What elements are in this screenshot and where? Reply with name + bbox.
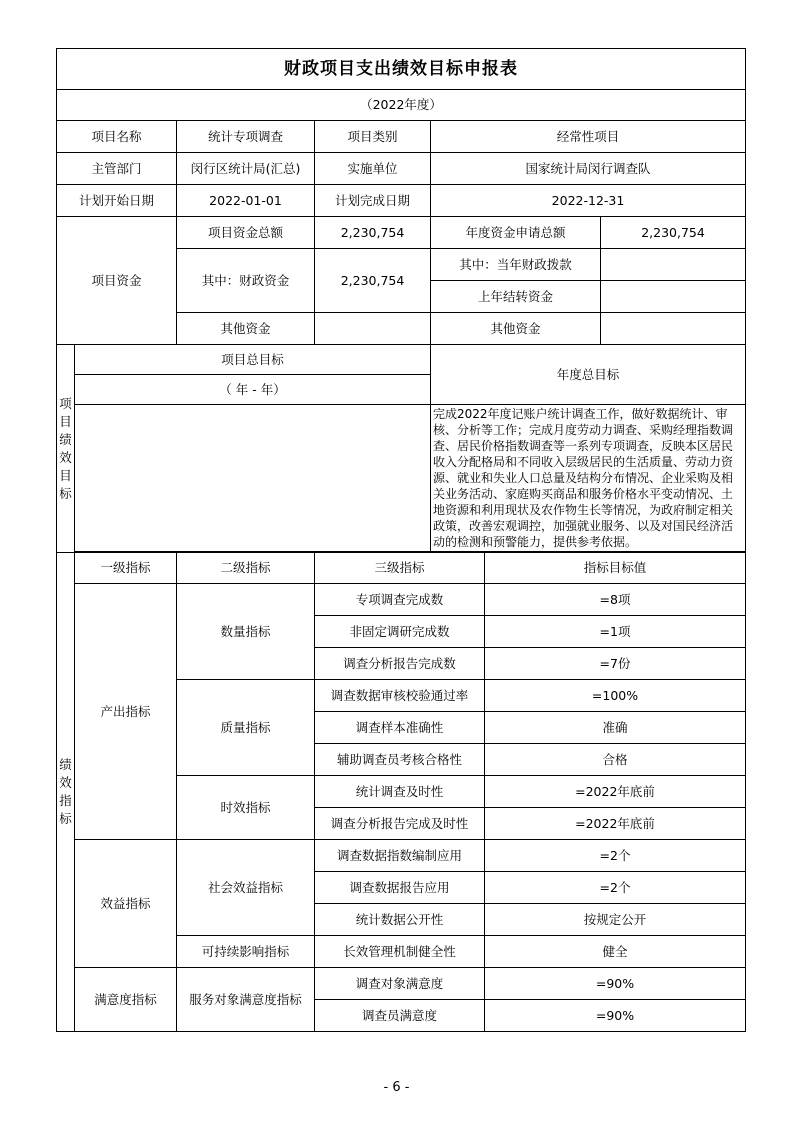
annual-goal-label: 年度总目标 <box>431 345 746 405</box>
overall-goal-text <box>75 405 431 552</box>
unit-value: 国家统计局闵行调查队 <box>431 153 746 185</box>
indicator-value: =100% <box>485 680 746 712</box>
funds-fiscal-label: 其中：财政资金 <box>177 249 315 313</box>
funds-current-value <box>601 249 746 281</box>
indicator-name: 调查数据指数编制应用 <box>315 840 485 872</box>
indicator-value: 健全 <box>485 936 746 968</box>
timeliness-indicator-label: 时效指标 <box>177 776 315 840</box>
header-level2: 二级指标 <box>177 553 315 584</box>
indicator-name: 辅助调查员考核合格性 <box>315 744 485 776</box>
project-name-label: 项目名称 <box>57 121 177 153</box>
dept-value: 闵行区统计局(汇总) <box>177 153 315 185</box>
form-table <box>56 48 746 1032</box>
indicator-value: =90% <box>485 1000 746 1032</box>
indicator-value: =90% <box>485 968 746 1000</box>
funds-other-label-right: 其他资金 <box>431 313 601 345</box>
funds-carryover-label: 上年结转资金 <box>431 281 601 313</box>
indicator-value: =8项 <box>485 584 746 616</box>
indicator-name: 调查员满意度 <box>315 1000 485 1032</box>
indicator-value: =7份 <box>485 648 746 680</box>
indicator-name: 调查对象满意度 <box>315 968 485 1000</box>
benefit-indicator-label: 效益指标 <box>75 840 177 968</box>
sustainable-indicator-label: 可持续影响指标 <box>177 936 315 968</box>
overall-goal-label: 项目总目标 <box>75 345 431 375</box>
indicator-name: 调查分析报告完成数 <box>315 648 485 680</box>
indicator-name: 调查分析报告完成及时性 <box>315 808 485 840</box>
indicator-name: 专项调查完成数 <box>315 584 485 616</box>
indicator-value: =2个 <box>485 840 746 872</box>
indicator-name: 调查数据报告应用 <box>315 872 485 904</box>
indicator-value: 合格 <box>485 744 746 776</box>
quantity-indicator-label: 数量指标 <box>177 584 315 680</box>
indicator-value: =2022年底前 <box>485 808 746 840</box>
funds-total-value: 2,230,754 <box>315 217 431 249</box>
service-satisfaction-label: 服务对象满意度指标 <box>177 968 315 1032</box>
page-number: - 6 - <box>383 1080 410 1095</box>
indicator-name: 非固定调研完成数 <box>315 616 485 648</box>
form-title: 财政项目支出绩效目标申报表 <box>57 49 746 90</box>
funds-other-value-right <box>601 313 746 345</box>
indicators-side-label: 绩 效 指 标 <box>57 553 75 1032</box>
project-type-value: 经常性项目 <box>431 121 746 153</box>
header-target: 指标目标值 <box>485 553 746 584</box>
start-date-label: 计划开始日期 <box>57 185 177 217</box>
indicator-name: 调查数据审核校验通过率 <box>315 680 485 712</box>
start-date-value: 2022-01-01 <box>177 185 315 217</box>
funds-total-label: 项目资金总额 <box>177 217 315 249</box>
funds-carryover-value <box>601 281 746 313</box>
indicator-value: =2022年底前 <box>485 776 746 808</box>
funds-other-value-left <box>315 313 431 345</box>
dept-label: 主管部门 <box>57 153 177 185</box>
output-indicator-label: 产出指标 <box>75 584 177 840</box>
performance-form <box>56 48 745 1032</box>
funds-current-label: 其中：当年财政拨款 <box>431 249 601 281</box>
project-type-label: 项目类别 <box>315 121 431 153</box>
form-year: （2022年度） <box>57 90 746 121</box>
indicator-value: =1项 <box>485 616 746 648</box>
indicator-value: 按规定公开 <box>485 904 746 936</box>
funds-other-label-left: 其他资金 <box>177 313 315 345</box>
indicator-name: 统计调查及时性 <box>315 776 485 808</box>
social-indicator-label: 社会效益指标 <box>177 840 315 936</box>
indicator-value: 准确 <box>485 712 746 744</box>
goals-side-label: 项 目 绩 效 目 标 <box>57 345 75 553</box>
header-level3: 三级指标 <box>315 553 485 584</box>
indicator-value: =2个 <box>485 872 746 904</box>
satisfaction-indicator-label: 满意度指标 <box>75 968 177 1032</box>
indicator-name: 长效管理机制健全性 <box>315 936 485 968</box>
overall-goal-period: （ 年 - 年） <box>75 375 431 405</box>
indicator-name: 调查样本准确性 <box>315 712 485 744</box>
project-name-value: 统计专项调查 <box>177 121 315 153</box>
funds-section-label: 项目资金 <box>57 217 177 345</box>
funds-annual-value: 2,230,754 <box>601 217 746 249</box>
indicator-name: 统计数据公开性 <box>315 904 485 936</box>
funds-annual-label: 年度资金申请总额 <box>431 217 601 249</box>
funds-fiscal-value: 2,230,754 <box>315 249 431 313</box>
quality-indicator-label: 质量指标 <box>177 680 315 776</box>
header-level1: 一级指标 <box>75 553 177 584</box>
end-date-value: 2022-12-31 <box>431 185 746 217</box>
unit-label: 实施单位 <box>315 153 431 185</box>
end-date-label: 计划完成日期 <box>315 185 431 217</box>
annual-goal-text: 完成2022年度记账户统计调查工作，做好数据统计、审核、分析等工作；完成月度劳动力调查、采购经理指数调查、居民价格指数调查等一系列专项调查，反映本区居民收入分配格局和不同收入层级居民的生活质量、劳动力资源、就业和失业人口总量及结构分布情况、企业采购及相关业务活动、家庭购买商品和服务价格水平变动情况、土地资源和利用现状及农作物生长等情况，为政府制定相关政策，改善宏观调控，加强就业服务、以及对国民经济活动的检测和预警能力，提供参考依据。 <box>431 405 746 552</box>
